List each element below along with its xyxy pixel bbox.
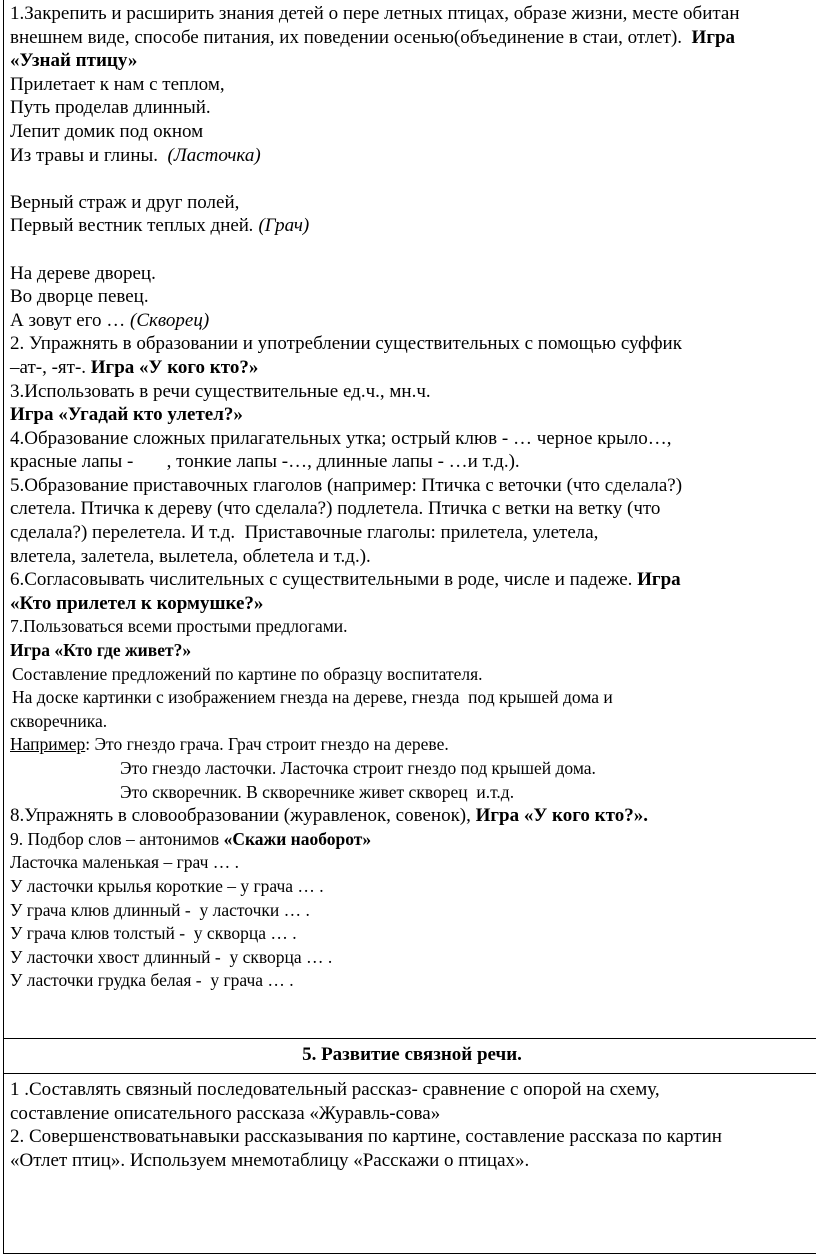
riddle-text: Первый вестник теплых дней xyxy=(10,215,249,237)
riddle-answer: (Грач) xyxy=(258,215,310,237)
riddle-line xyxy=(10,144,816,168)
paragraph-text: 6.Согласовывать числительных с существительными в роде, числе и падеже. xyxy=(10,569,633,591)
text-line: 1 .Составлять связный последовательный рассказ- сравнение с опорой на схему, xyxy=(10,1079,660,1100)
riddle-line: На дереве дворец. xyxy=(10,262,156,284)
text-line: красные лапы - , тонкие лапы -…, длинные лапы - …и т.д.). xyxy=(10,451,520,473)
riddle-dot: . xyxy=(248,215,254,237)
antonym-line: У грача клюв длинный - у ласточки … . xyxy=(10,899,310,920)
antonym-line: У грача клюв толстый - у скворца … . xyxy=(10,923,297,944)
game-title: Игра «Угадай кто улетел?» xyxy=(10,404,243,426)
text-line xyxy=(10,356,816,380)
blank-line xyxy=(10,238,816,262)
text-line xyxy=(10,804,816,828)
riddle-text: Из травы и глины. xyxy=(10,144,159,166)
document-table xyxy=(3,0,816,1254)
game-label: Игра xyxy=(637,569,681,591)
riddle-line: Путь проделав длинный. xyxy=(10,97,211,119)
text-line: 4.Образование сложных прилагательных утка; острый клюв - … черное крыло…, xyxy=(10,427,672,449)
tasks-content xyxy=(10,2,816,993)
example-text: : Это гнездо грача. Грач строит гнездо на дереве. xyxy=(85,734,449,755)
text-line xyxy=(10,828,816,852)
paragraph-text: 8.Упражнять в словообразовании (журавленок, совенок), xyxy=(10,805,471,827)
game-title: Игра «У кого кто?» xyxy=(90,356,259,378)
paragraph-text: 1.Закрепить и расширить знания детей о пере летных птицах, образе жизни, месте обитан xyxy=(10,3,740,24)
text-line: скворечника. xyxy=(10,710,108,731)
text-line: 2. Упражнять в образовании и употреблении существительных с помощью суффик xyxy=(10,333,682,355)
text-line: 3.Использовать в речи существительные ед.ч., мн.ч. xyxy=(10,380,431,402)
blank-line xyxy=(10,167,816,191)
game-title: Игра «Кто где живет?» xyxy=(10,640,192,661)
riddle-answer: (Скворец) xyxy=(130,309,210,331)
riddle-answer: (Ласточка) xyxy=(167,144,261,166)
example-line: Это скворечник. В скворечнике живет скворец и.т.д. xyxy=(120,781,515,802)
paragraph-text: внешнем виде, способе питания, их поведении осенью(объединение в стаи, отлет). xyxy=(10,26,683,48)
riddle-line: Лепит домик под окном xyxy=(10,120,204,142)
riddle-line: Верный страж и друг полей, xyxy=(10,191,240,213)
section-title: 5. Развитие связной речи. xyxy=(302,1044,522,1065)
text-line xyxy=(10,26,816,50)
antonym-line: У ласточки крылья короткие – у грача … . xyxy=(10,875,324,896)
table-cell-section-title xyxy=(4,1039,816,1074)
example-line xyxy=(10,733,816,757)
game-label: Игра xyxy=(691,26,736,48)
text-line: 2. Совершенствоватьнавыки рассказывания по картине, составление рассказа по картин xyxy=(10,1126,722,1148)
riddle-line xyxy=(10,214,816,238)
example-line: Это гнездо ласточки. Ласточка строит гнездо под крышей дома. xyxy=(120,758,596,778)
text-line xyxy=(10,2,816,26)
riddle-line xyxy=(10,309,816,333)
example-label: Например xyxy=(10,734,86,755)
table-cell-speech xyxy=(4,1074,816,1253)
game-title: «Скажи наоборот» xyxy=(223,828,372,849)
riddle-text: А зовут его … xyxy=(10,309,126,331)
riddle-line: Во дворце певец. xyxy=(10,286,149,308)
text-line xyxy=(10,568,816,592)
game-title: Игра «У кого кто?». xyxy=(475,805,648,827)
paragraph-text: –ат-, -ят-. xyxy=(10,356,87,378)
text-line: слетела. Птичка к дереву (что сделала?) подлетела. Птичка с ветки на ветку (что xyxy=(10,498,661,520)
text-line: 5.Образование приставочных глаголов (например: Птичка с веточки (что сделала?) xyxy=(10,474,683,496)
text-line: Составление предложений по картине по образцу воспитателя. xyxy=(12,663,483,684)
text-line: сделала?) перелетела. И т.д. Приставочные глаголы: прилетела, улетела, xyxy=(10,522,599,544)
antonym-line: У ласточки грудка белая - у грача … . xyxy=(10,970,294,991)
speech-content xyxy=(10,1078,816,1172)
game-title: «Кто прилетел к кормушке?» xyxy=(10,592,264,614)
table-cell-tasks xyxy=(4,0,816,1039)
antonym-line: У ласточки хвост длинный - у скворца … . xyxy=(10,946,333,967)
text-line: составление описательного рассказа «Журавль-сова» xyxy=(10,1102,441,1124)
riddle-line: Прилетает к нам с теплом, xyxy=(10,73,225,95)
antonym-line: Ласточка маленькая – грач … . xyxy=(10,852,239,873)
text-line: влетела, залетела, вылетела, облетела и т.д.). xyxy=(10,545,371,567)
text-line: 7.Пользоваться всеми простыми предлогами. xyxy=(10,616,348,637)
text-line: На доске картинки с изображением гнезда на дереве, гнезда под крышей дома и xyxy=(12,687,613,708)
paragraph-text: 9. Подбор слов – антонимов xyxy=(10,828,220,849)
game-title: «Узнай птицу» xyxy=(10,50,138,72)
text-line: «Отлет птиц». Используем мнемотаблицу «Расскажи о птицах». xyxy=(10,1149,530,1171)
